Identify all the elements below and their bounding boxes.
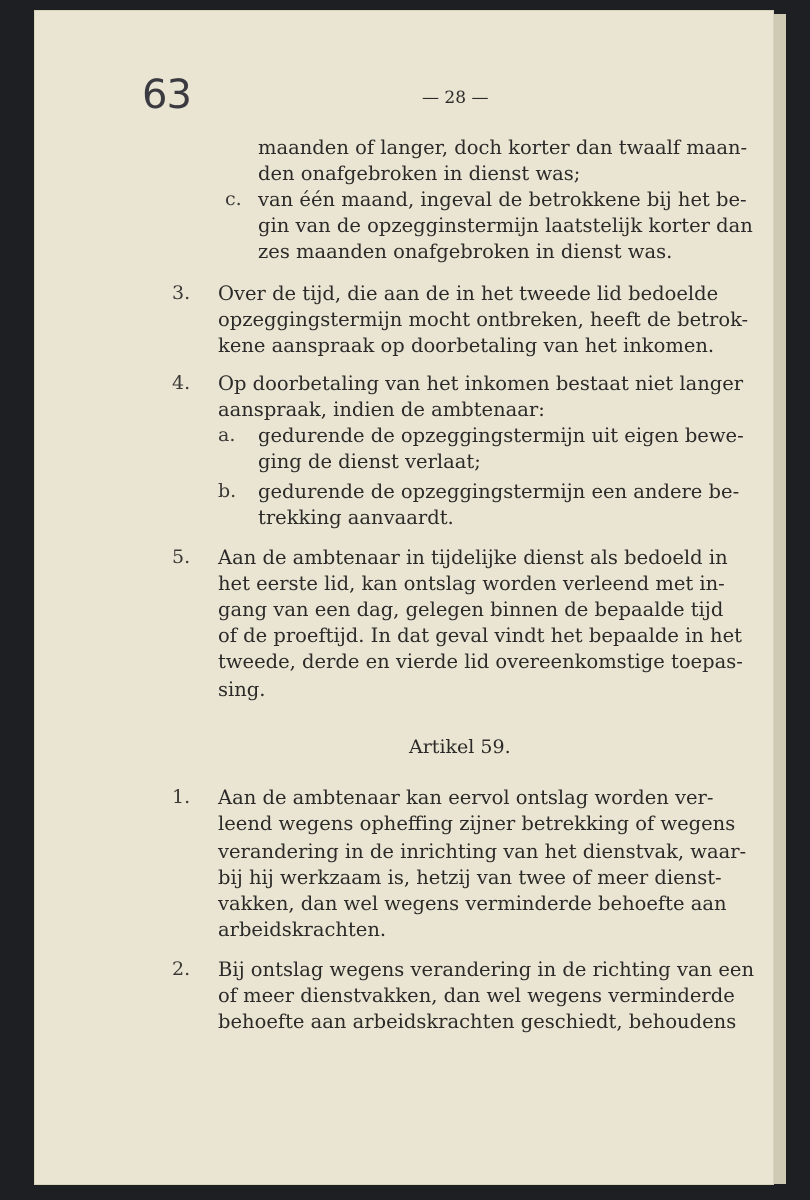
text-line: opzeggingstermijn mocht ontbreken, heeft de betrok- — [218, 308, 749, 331]
handwritten-page-number: 63 — [142, 72, 191, 118]
text-line: maanden of langer, doch korter dan twaalf maan- — [258, 136, 748, 159]
text-line: van één maand, ingeval de betrokkene bij het be- — [258, 188, 747, 211]
text-line: leend wegens opheffing zijner betrekking of wegens — [218, 812, 736, 835]
text-line: verandering in de inrichting van het dienstvak, waar- — [218, 840, 747, 863]
text-line: of de proeftijd. In dat geval vindt het bepaalde in het — [218, 624, 742, 647]
text-line: behoefte aan arbeidskrachten geschiedt, behoudens — [218, 1010, 737, 1033]
text-line: aanspraak, indien de ambtenaar: — [218, 398, 545, 421]
text-line: gedurende de opzeggingstermijn uit eigen bewe- — [258, 424, 744, 447]
text-line: Over de tijd, die aan de in het tweede lid bedoelde — [218, 282, 719, 305]
paragraph-number: 3. — [172, 282, 191, 304]
text-line: arbeidskrachten. — [218, 918, 387, 941]
text-line: sing. — [218, 678, 266, 701]
paragraph-number: 1. — [172, 786, 191, 808]
text-line: het eerste lid, kan ontslag worden verleend met in- — [218, 572, 725, 595]
text-line: trekking aanvaardt. — [258, 506, 454, 529]
text-line: den onafgebroken in dienst was; — [258, 162, 581, 185]
text-line: zes maanden onafgebroken in dienst was. — [258, 240, 673, 263]
text-line: gin van de opzegginstermijn laatstelijk korter dan — [258, 214, 753, 237]
text-line: Aan de ambtenaar in tijdelijke dienst als bedoeld in — [218, 546, 728, 569]
page-edge — [774, 14, 786, 1184]
paragraph-number: 2. — [172, 958, 191, 980]
text-line: Bij ontslag wegens verandering in de richting van een — [218, 958, 755, 981]
text-line: gedurende de opzeggingstermijn een andere be- — [258, 480, 740, 503]
article-heading: Artikel 59. — [409, 736, 511, 758]
text-line: bij hij werkzaam is, hetzij van twee of meer dienst- — [218, 866, 722, 889]
item-label: a. — [218, 424, 236, 446]
item-label: b. — [218, 480, 237, 502]
page-number: — 28 — — [422, 88, 489, 108]
item-label: c. — [225, 188, 242, 210]
text-line: ging de dienst verlaat; — [258, 450, 481, 473]
text-line: gang van een dag, gelegen binnen de bepaalde tijd — [218, 598, 724, 621]
paragraph-number: 4. — [172, 372, 191, 394]
text-line: vakken, dan wel wegens verminderde behoefte aan — [218, 892, 727, 915]
text-line: kene aanspraak op doorbetaling van het inkomen. — [218, 334, 715, 357]
paragraph-number: 5. — [172, 546, 191, 568]
text-line: Op doorbetaling van het inkomen bestaat niet langer — [218, 372, 744, 395]
text-line: tweede, derde en vierde lid overeenkomstige toepas- — [218, 650, 743, 673]
text-line: Aan de ambtenaar kan eervol ontslag worden ver- — [218, 786, 714, 809]
text-line: of meer dienstvakken, dan wel wegens verminderde — [218, 984, 735, 1007]
